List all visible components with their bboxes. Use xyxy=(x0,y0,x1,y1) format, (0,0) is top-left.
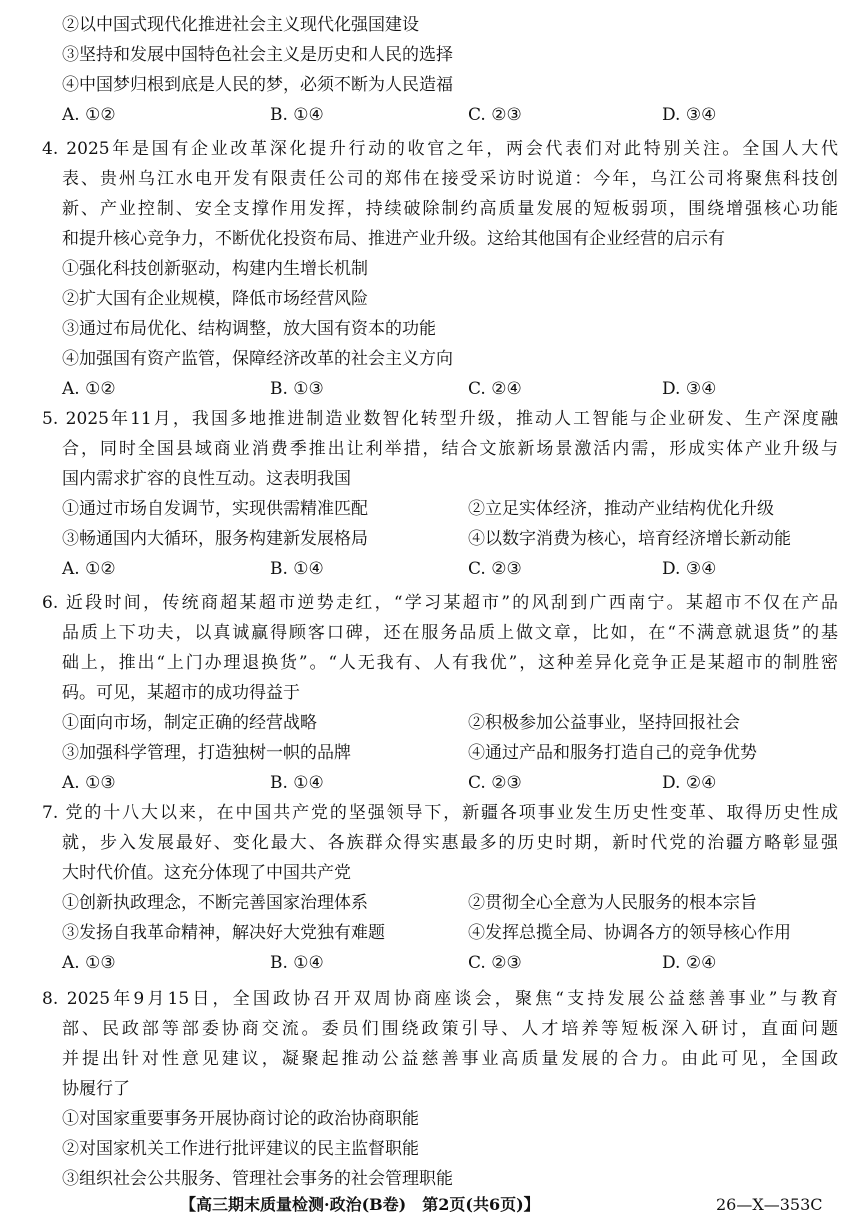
choice-a: A. ①② xyxy=(62,105,116,125)
question-stem-line: 8. 2025年9月15日，全国政协召开双周协商座谈会，聚焦“支持发展公益慈善事业”与教育 xyxy=(42,989,838,1009)
choice-b: B. ①④ xyxy=(270,559,324,579)
choice-c: C. ②④ xyxy=(468,379,522,399)
choice-b: B. ①④ xyxy=(270,105,324,125)
choice-c: C. ②③ xyxy=(468,105,522,125)
option-item: ①创新执政理念，不断完善国家治理体系 xyxy=(62,893,368,913)
option-line: ③通过布局优化、结构调整，放大国有资本的功能 xyxy=(62,319,436,339)
question-stem-line: 6. 近段时间，传统商超某超市逆势走红，“学习某超市”的风刮到广西南宁。某超市不仅在产品 xyxy=(42,593,838,613)
option-line: ②以中国式现代化推进社会主义现代化强国建设 xyxy=(62,15,419,35)
footer-exam-title: 【高三期末质量检测·政治(B卷) 第2页(共6页)】 xyxy=(180,1195,540,1214)
choice-d: D. ③④ xyxy=(662,559,717,579)
choice-c: C. ②③ xyxy=(468,953,522,973)
choice-a: A. ①③ xyxy=(62,953,116,973)
option-item: ③加强科学管理，打造独树一帜的品牌 xyxy=(62,743,351,763)
question-stem-line: 码。可见，某超市的成功得益于 xyxy=(62,683,300,703)
question-stem-line: 就，步入发展最好、变化最大、各族群众得实惠最多的历史时期，新时代党的治疆方略彰显强 xyxy=(62,833,838,853)
choice-d: D. ③④ xyxy=(662,105,717,125)
option-line: ②扩大国有企业规模，降低市场经营风险 xyxy=(62,289,368,309)
choice-c: C. ②③ xyxy=(468,559,522,579)
choice-b: B. ①③ xyxy=(270,379,324,399)
option-line: ③坚持和发展中国特色社会主义是历史和人民的选择 xyxy=(62,45,453,65)
option-item: ④发挥总揽全局、协调各方的领导核心作用 xyxy=(468,923,791,943)
question-stem-line: 部、民政部等部委协商交流。委员们围绕政策引导、人才培养等短板深入研讨，直面问题 xyxy=(62,1019,838,1039)
question-stem-line: 4. 2025年是国有企业改革深化提升行动的收官之年，两会代表们对此特别关注。全国人大代 xyxy=(42,139,838,159)
choice-d: D. ③④ xyxy=(662,379,717,399)
question-stem-line: 合，同时全国县域商业消费季推出让利举措，结合文旅新场景激活内需，形成实体产业升级与 xyxy=(62,439,838,459)
option-line: ④加强国有资产监管，保障经济改革的社会主义方向 xyxy=(62,349,453,369)
option-item: ④通过产品和服务打造自己的竞争优势 xyxy=(468,743,757,763)
question-stem-line: 表、贵州乌江水电开发有限责任公司的郑伟在接受采访时说道：今年，乌江公司将聚焦科技创 xyxy=(62,169,838,189)
question-stem-line: 7. 党的十八大以来，在中国共产党的坚强领导下，新疆各项事业发生历史性变革、取得历史性成 xyxy=(42,803,838,823)
option-item: ①面向市场，制定正确的经营战略 xyxy=(62,713,317,733)
option-item: ②贯彻全心全意为人民服务的根本宗旨 xyxy=(468,893,757,913)
question-stem-line: 5. 2025年11月，我国多地推进制造业数智化转型升级，推动人工智能与企业研发、生产深度融 xyxy=(42,409,838,429)
choice-a: A. ①② xyxy=(62,559,116,579)
option-line: ②对国家机关工作进行批评建议的民主监督职能 xyxy=(62,1139,419,1159)
question-stem-line: 品质上下功夫，以真诚赢得顾客口碑，还在服务品质上做文章，比如，在“不满意就退货”的基 xyxy=(62,623,838,643)
choice-c: C. ②③ xyxy=(468,773,522,793)
footer-code: 26—X—353C xyxy=(716,1195,823,1214)
option-item: ③畅通国内大循环，服务构建新发展格局 xyxy=(62,529,368,549)
option-line: ④中国梦归根到底是人民的梦，必须不断为人民造福 xyxy=(62,75,453,95)
question-stem-line: 和提升核心竞争力，不断优化投资布局、推进产业升级。这给其他国有企业经营的启示有 xyxy=(62,229,725,249)
choice-d: D. ②④ xyxy=(662,953,717,973)
option-line: ①对国家重要事务开展协商讨论的政治协商职能 xyxy=(62,1109,419,1129)
option-item: ①通过市场自发调节，实现供需精准匹配 xyxy=(62,499,368,519)
option-item: ②积极参加公益事业，坚持回报社会 xyxy=(468,713,740,733)
question-stem-line: 础上，推出“上门办理退换货”。“人无我有、人有我优”，这种差异化竞争正是某超市的制胜密 xyxy=(62,653,838,673)
question-stem-line: 国内需求扩容的良性互动。这表明我国 xyxy=(62,469,351,489)
choice-d: D. ②④ xyxy=(662,773,717,793)
choice-b: B. ①④ xyxy=(270,773,324,793)
choice-a: A. ①② xyxy=(62,379,116,399)
choice-a: A. ①③ xyxy=(62,773,116,793)
page-footer xyxy=(0,1192,868,1218)
option-line: ③组织社会公共服务、管理社会事务的社会管理职能 xyxy=(62,1169,453,1189)
option-item: ③发扬自我革命精神，解决好大党独有难题 xyxy=(62,923,385,943)
question-stem-line: 协履行了 xyxy=(62,1079,130,1099)
option-item: ④以数字消费为核心，培育经济增长新动能 xyxy=(468,529,791,549)
option-line: ①强化科技创新驱动，构建内生增长机制 xyxy=(62,259,368,279)
question-stem-line: 新、产业控制、安全支撑作用发挥，持续破除制约高质量发展的短板弱项，围绕增强核心功能 xyxy=(62,199,838,219)
question-stem-line: 大时代价值。这充分体现了中国共产党 xyxy=(62,863,351,883)
option-item: ②立足实体经济，推动产业结构优化升级 xyxy=(468,499,774,519)
question-stem-line: 并提出针对性意见建议，凝聚起推动公益慈善事业高质量发展的合力。由此可见，全国政 xyxy=(62,1049,838,1069)
choice-b: B. ①④ xyxy=(270,953,324,973)
